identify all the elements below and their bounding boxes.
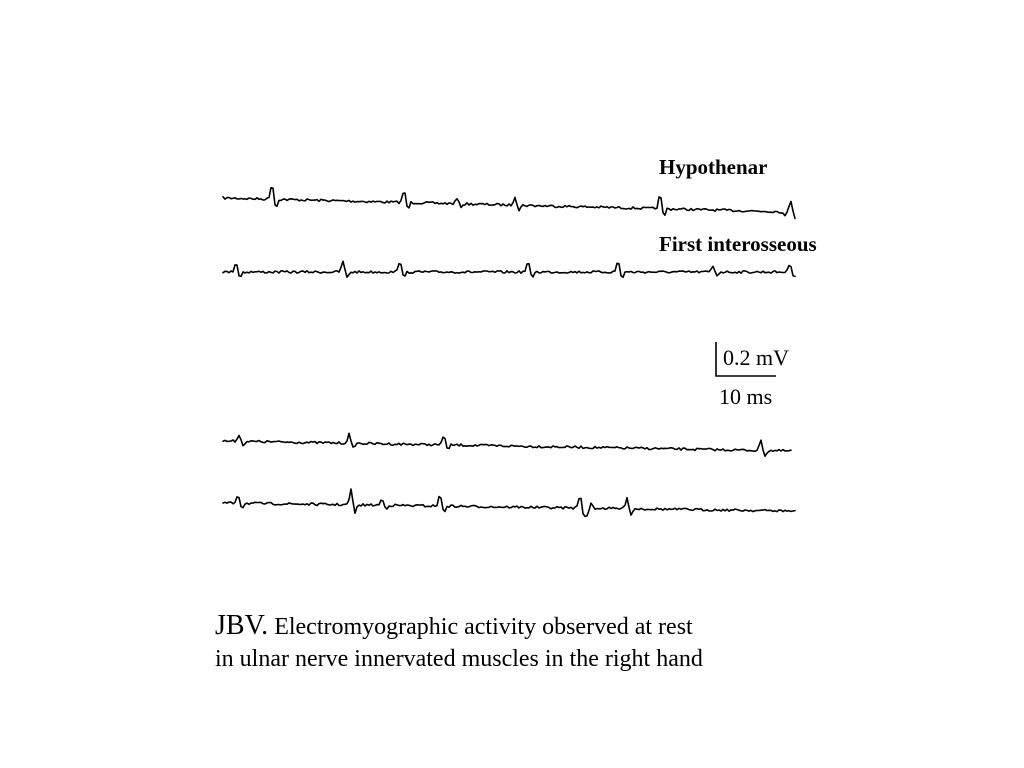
emg-trace-hypothenar-2: [223, 433, 791, 456]
first-interosseous-label: First interosseous: [659, 232, 817, 256]
caption-text-1: Electromyographic activity observed at rest: [274, 614, 693, 640]
caption-line-1: [215, 610, 703, 643]
emg-trace-first-interosseous-2: [223, 489, 795, 516]
figure-caption: [215, 610, 703, 675]
caption-line-2: in ulnar nerve innervated muscles in the right hand: [215, 646, 703, 672]
hypothenar-label: Hypothenar: [659, 155, 768, 179]
emg-trace-hypothenar-1: [223, 188, 795, 219]
emg-trace-first-interosseous-1: [223, 261, 795, 277]
scale-time-label: 10 ms: [719, 384, 773, 409]
caption-prefix: JBV.: [215, 610, 269, 641]
scale-voltage-label: 0.2 mV: [723, 345, 789, 370]
